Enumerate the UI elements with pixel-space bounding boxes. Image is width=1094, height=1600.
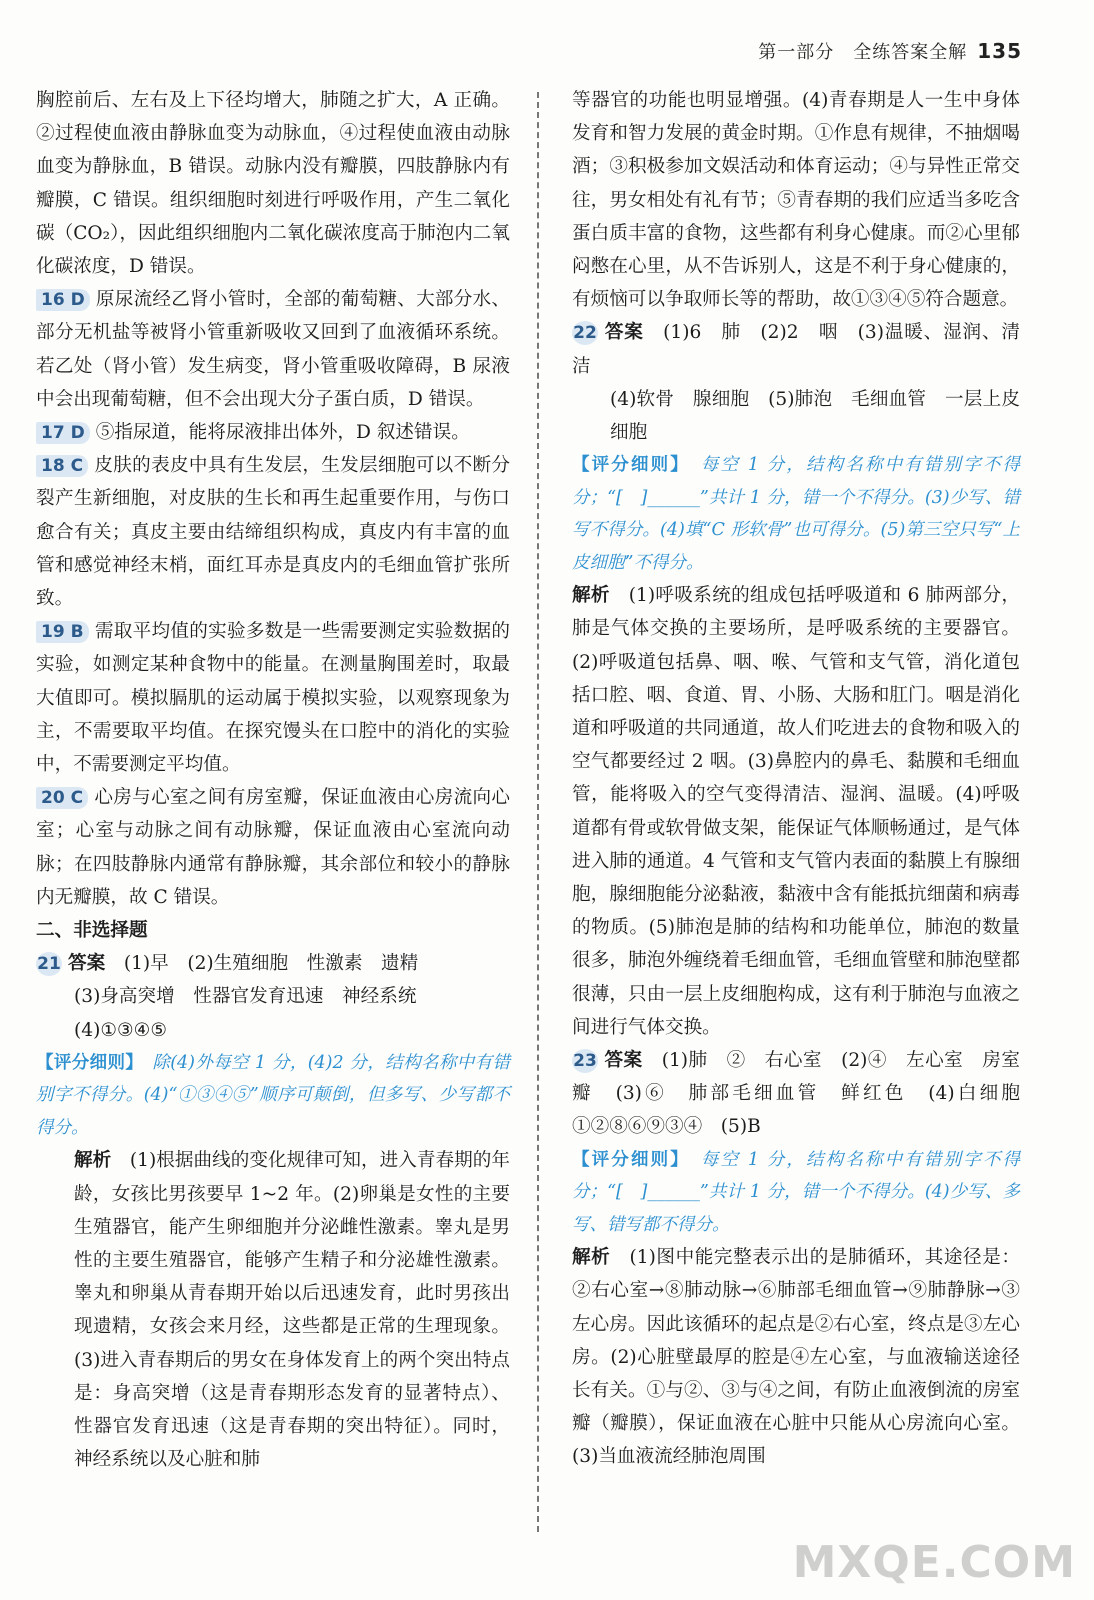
scoring-rubric-22 <box>572 449 1020 579</box>
analysis-text-23: (1)图中能完整表示出的是肺循环，其途径是：②右心室→⑧肺动脉→⑥肺部毛细血管→⑨肺静脉→③左心房。因此该循环的起点是②右心室，终点是③左心房。(2)心脏壁最厚的腔是④左心室，与血液输送途径长有关。①与②、③与④之间，有防止血液倒流的房室瓣（瓣膜），保证血液在心脏中只能从心房流向心室。(3)当血液流经肺泡周围 <box>572 1247 1020 1468</box>
analysis-21 <box>36 1144 510 1476</box>
answer-18 <box>36 449 510 615</box>
answer-line-21-1: (1)早 (2)生殖细胞 性激素 遗精 <box>123 953 419 975</box>
answer-21 <box>36 947 510 980</box>
analysis-label-21: 解析 <box>74 1150 112 1172</box>
page-header <box>758 38 1022 64</box>
answer-22 <box>572 316 1020 382</box>
rubric-tag-23: 【评分细则】 <box>572 1149 682 1170</box>
rubric-text-23: 每空 1 分，结构名称中有错别字不得分；“[ ]______”共计 1 分，错一个不得分。(4)少写、多写、错写都不得分。 <box>572 1149 1021 1235</box>
answer-text-18: 皮肤的表皮中具有生发层，生发层细胞可以不断分裂产生新细胞，对皮肤的生长和再生起重要作用，与伤口愈合有关；真皮主要由结缔组织构成，真皮内有丰富的血管和感觉神经末梢，面红耳赤是真皮内的毛细血管扩张所致。 <box>36 455 510 610</box>
scoring-rubric-23 <box>572 1144 1020 1242</box>
question-number-22: 22 <box>573 323 597 344</box>
section-title: 二、非选择题 <box>36 920 148 942</box>
rubric-tag-21: 【评分细则】 <box>36 1052 135 1073</box>
analysis-text-22: (1)呼吸系统的组成包括呼吸道和 6 肺两部分，肺是气体交换的主要场所，是呼吸系统的主要器官。(2)呼吸道包括鼻、咽、喉、气管和支气管，消化道包括口腔、咽、食道、胃、小肠、大肠和肛门。咽是消化道和呼吸道的共同通道，故人们吃进去的食物和吸入的空气都要经过 2 咽。(3)鼻腔内的鼻毛、黏膜和毛细血管，能将吸入的空气变得清洁、湿润、温暖。(4)呼吸道都有骨或软骨做支架，能保证气体顺畅通过，是气体进入肺的通道。4 气管和支气管内表面的黏膜上有腺细胞，腺细胞能分泌黏液，黏液中含有能抵抗细菌和病毒的物质。(5)肺泡是肺的结构和功能单位，肺泡的数量很多，肺泡外缠绕着毛细血管，毛细血管壁和肺泡壁都很薄，只由一层上皮细胞构成，这有利于肺泡与血液之间进行气体交换。 <box>572 585 1020 1038</box>
analysis-label-22: 解析 <box>572 585 610 607</box>
answer-17 <box>36 416 510 449</box>
answer-line-21-3: (4)①③④⑤ <box>74 1019 168 1041</box>
answer-23 <box>572 1044 1039 1144</box>
answer-16 <box>36 283 510 416</box>
rubric-text-22: 每空 1 分，结构名称中有错别字不得分；“[ ]______”共计 1 分，错一个不得分。(3)少写、错写不得分。(4)填“C 形软骨”也可得分。(5)第三空只写“上皮细胞”不得分。 <box>572 455 1021 573</box>
answer-line-22-1: (1)6 肺 (2)2 咽 (3)温暖、湿润、清洁 <box>572 322 1020 377</box>
left-column <box>36 84 510 1476</box>
right-column <box>572 84 1039 1474</box>
answer-badge-17: 17 D <box>36 422 90 444</box>
question-number-23: 23 <box>573 1051 597 1072</box>
answer-badge-16: 16 D <box>36 289 90 311</box>
page-number: 135 <box>977 39 1022 63</box>
answer-20 <box>36 781 510 914</box>
header-title: 第一部分 全练答案全解 <box>758 42 968 63</box>
answer-text-20: 心房与心室之间有房室瓣，保证血液由心房流向心室；心室与动脉之间有动脉瓣，保证血液由心室流向动脉；在四肢静脉内通常有静脉瓣，其余部位和较小的静脉内无瓣膜，故 C 错误。 <box>36 787 510 908</box>
column-divider <box>537 92 539 1532</box>
answer-badge-20: 20 C <box>36 787 88 809</box>
answer-label-23: 答案 <box>604 1050 643 1072</box>
answer-line-21-2: (3)身高突增 性器官发育迅速 神经系统 <box>74 986 417 1008</box>
answer-line-22-2: (4)软骨 腺细胞 (5)肺泡 毛细血管 一层上皮细胞 <box>610 388 1020 444</box>
answer-label-22: 答案 <box>604 322 644 344</box>
analysis-22 <box>572 579 1020 1044</box>
watermark-logo: MXQE.COM <box>792 1537 1076 1588</box>
answer-badge-18: 18 C <box>36 455 88 477</box>
question-number-21: 21 <box>37 954 61 975</box>
rubric-tag-22: 【评分细则】 <box>572 455 682 476</box>
answer-label-21: 答案 <box>68 953 106 975</box>
continuation-paragraph-right: 等器官的功能也明显增强。(4)青春期是人一生中身体发育和智力发展的黄金时期。①作息有规律，不抽烟喝酒；③积极参加文娱活动和体育运动；④与异性正常交往，男女相处有礼有节；⑤青春期的我们应适当多吃含蛋白质丰富的食物，这些都有利身心健康。而②心里郁闷憋在心里，从不告诉别人，这是不利于身心健康的，有烦恼可以争取师长等的帮助，故①③④⑤符合题意。 <box>572 90 1020 311</box>
scoring-rubric-21 <box>36 1047 510 1145</box>
analysis-label-23: 解析 <box>572 1247 611 1269</box>
analysis-text-21: (1)根据曲线的变化规律可知，进入青春期的年龄，女孩比男孩要早 1~2 年。(2)卵巢是女性的主要生殖器官，能产生卵细胞并分泌雌性激素。睾丸是男性的主要生殖器官，能够产生精子和分泌雄性激素。睾丸和卵巢从青春期开始以后迅速发育，此时男孩出现遗精，女孩会来月经，这些都是正常的生理现象。(3)进入青春期后的男女在身体发育上的两个突出特点是：身高突增（这是青春期形态发育的显著特点）、性器官发育迅速（这是青春期的突出特征）。同时，神经系统以及心脏和肺 <box>74 1150 510 1471</box>
answer-badge-19: 19 B <box>36 621 89 643</box>
answer-text-16: 原尿流经乙肾小管时，全部的葡萄糖、大部分水、部分无机盐等被肾小管重新吸收又回到了血液循环系统。若乙处（肾小管）发生病变，肾小管重吸收障碍，B 尿液中会出现葡萄糖，但不会出现大分子蛋白质，D 错误。 <box>36 289 510 410</box>
continuation-paragraph: 胸腔前后、左右及上下径均增大，肺随之扩大，A 正确。②过程使血液由静脉血变为动脉血，④过程使血液由动脉血变为静脉血，B 错误。动脉内没有瓣膜，四肢静脉内有瓣膜，C 错误。组织细胞时刻进行呼吸作用，产生二氧化碳（CO₂），因此组织细胞内二氧化碳浓度高于肺泡内二氧化碳浓度，D 错误。 <box>36 90 510 278</box>
answer-text-17: ⑤指尿道，能将尿液排出体外，D 叙述错误。 <box>95 422 470 444</box>
answer-19 <box>36 615 510 781</box>
analysis-23 <box>572 1241 1020 1473</box>
answer-text-19: 需取平均值的实验多数是一些需要测定实验数据的实验，如测定某种食物中的能量。在测量胸围差时，取最大值即可。模拟膈肌的运动属于模拟实验，以观察现象为主，不需要取平均值。在探究馒头在口腔中的消化的实验中，不需要测定平均值。 <box>36 621 510 776</box>
answer-line-23-1: (1)肺 ② 右心室 (2)④ 左心室 房室瓣 (3)⑥ 肺部毛细血管 鲜红色 (4)白细胞 ①②⑧⑥⑨③④ (5)B <box>572 1050 1039 1138</box>
rubric-text-21: 除(4)外每空 1 分，(4)2 分，结构名称中有错别字不得分。(4)“①③④⑤”顺序可颠倒，但多写、少写都不得分。 <box>36 1052 511 1138</box>
